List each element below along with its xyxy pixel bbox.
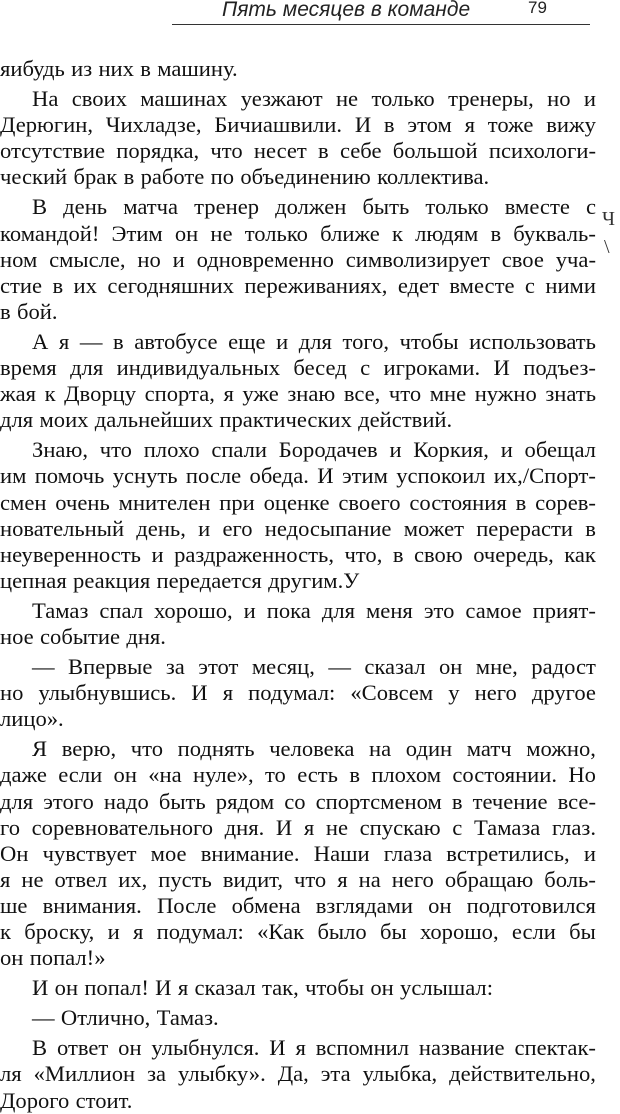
text-line: им помочь уснуть после обеда. И этим успокоил их,/Спорт-	[0, 463, 596, 489]
paragraph	[0, 654, 596, 732]
text-line: Знаю, что плохо спали Бородачев и Коркия, и обещал	[32, 437, 596, 463]
text-line: командой! Этим он не только ближе к людям в букваль-	[0, 220, 596, 246]
running-title: Пять месяцев в команде	[222, 0, 471, 21]
text-line: для моих дальнейших практических действий.	[0, 407, 453, 433]
text-line: Тамаз спал хорошо, и пока для меня это самое прият-	[32, 597, 596, 623]
text-line: ном смысле, но и одновременно символизирует свое уча-	[0, 246, 596, 272]
text-line: ное событие дня.	[0, 623, 166, 649]
text-line: ческий брак в работе по объединению коллектива.	[0, 164, 490, 190]
text-line: в бой.	[0, 298, 58, 324]
text-line: Дерюгин, Чихладзе, Бичиашвили. И в этом я тоже вижу	[0, 112, 596, 138]
text-line: время для индивидуальных бесед с игроками. И подъез-	[0, 355, 596, 381]
text-line: он попал!»	[0, 945, 106, 971]
text-line: к броску, и я подумал: «Как было бы хорошо, если бы	[0, 919, 596, 944]
page-number: 79	[528, 0, 547, 17]
text-line: — Отлично, Тамаз.	[32, 1005, 219, 1031]
text-line: лицо».	[0, 706, 64, 732]
text-line: ше внимания. После обмена взглядами он подготовился	[0, 892, 596, 918]
paragraph	[0, 1005, 596, 1031]
text-line: смен очень мнителен при оценке своего состояния в сорев-	[0, 489, 596, 515]
text-line: И он попал! И я сказал так, чтобы он услышал:	[32, 975, 493, 1001]
paragraph	[0, 194, 596, 324]
text-line: отсутствие порядка, что несет в себе большой психологи-	[0, 138, 596, 164]
text-line: для этого надо быть рядом со спортсменом в течение все-	[0, 788, 596, 814]
paragraph	[0, 975, 596, 1001]
text-line: я не отвел их, пусть видит, что я на него обращаю боль-	[0, 866, 596, 892]
text-line: Дорого стоит.	[0, 1087, 133, 1113]
paragraph	[0, 736, 596, 971]
text-line: жая к Дворцу спорта, я уже знаю все, что мне нужно знать	[0, 381, 596, 407]
text-line: стие в их сегодняшних переживаниях, едет вместе с ними	[0, 272, 596, 298]
text-line: яибудь из них в машину.	[0, 56, 238, 81]
page-header	[172, 0, 590, 25]
text-line: даже если он «на нуле», то есть в плохом состоянии. Но	[0, 762, 596, 788]
text-line: новательный день, и его недосыпание может перерасти в	[0, 515, 596, 541]
paragraph	[0, 598, 596, 650]
text-line: В день матча тренер должен быть только вместе с	[32, 194, 596, 220]
margin-mark: \	[604, 236, 610, 258]
paragraph	[0, 329, 596, 433]
text-line: но улыбнувшись. И я подумал: «Совсем у него другое	[0, 680, 596, 706]
text-line: неуверенность и раздраженность, что, в свою очередь, как	[0, 541, 596, 567]
paragraph	[0, 86, 596, 190]
paragraph	[0, 56, 596, 82]
margin-mark: Ч	[602, 208, 615, 230]
paragraph	[0, 437, 596, 594]
text-line: Он чувствует мое внимание. Наши глаза встретились, и	[0, 840, 596, 866]
text-line: цепная реакция передается другим.У	[0, 567, 360, 593]
text-line: Я верю, что поднять человека на один матч можно,	[32, 736, 596, 762]
text-line: А я — в автобусе еще и для того, чтобы использовать	[32, 328, 596, 354]
text-line: го соревновательного дня. И я не спускаю с Тамаза глаз.	[0, 814, 596, 840]
text-line: — Впервые за этот месяц, — сказал он мне, радост	[32, 654, 596, 680]
page-body-text	[0, 56, 596, 1114]
paragraph	[0, 1035, 596, 1113]
text-line: В ответ он улыбнулся. И я вспомнил название спектак-	[32, 1035, 596, 1061]
text-line: ля «Миллион за улыбку». Да, эта улыбка, действительно,	[0, 1061, 596, 1087]
text-line: На своих машинах уезжают не только тренеры, но и	[32, 86, 596, 112]
